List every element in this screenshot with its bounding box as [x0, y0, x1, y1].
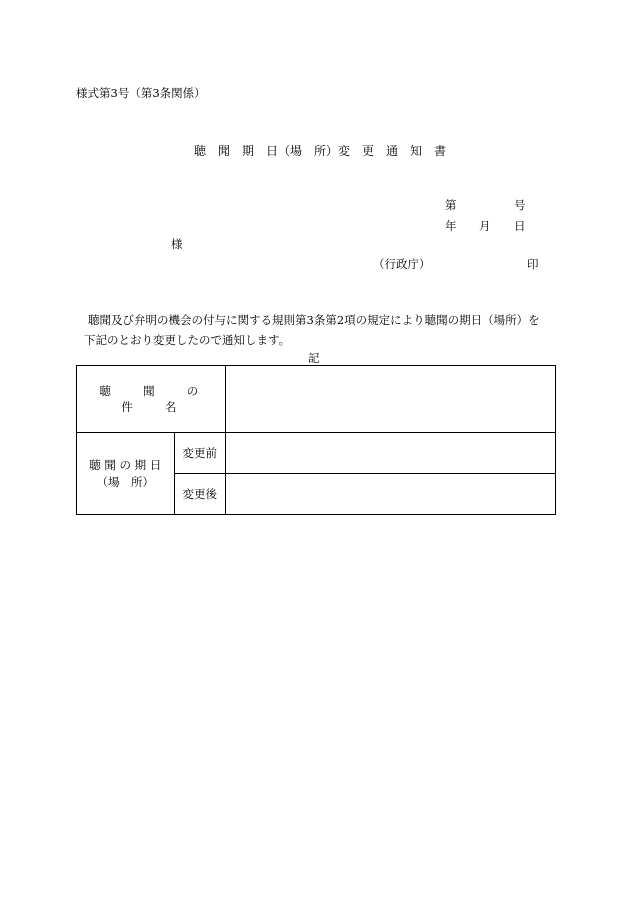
after-change-label: 変更後	[174, 474, 225, 515]
agency-label: （行政庁）	[373, 257, 431, 271]
hearing-date-label	[77, 433, 175, 515]
notice-table	[76, 365, 556, 515]
body-text	[84, 310, 566, 350]
date-day-label: 日	[514, 219, 526, 233]
date-year-label: 年	[445, 219, 457, 233]
case-name-label: 聴 聞 の 件 名	[77, 366, 226, 433]
ki-label: 記	[308, 351, 320, 365]
doc-number-prefix: 第	[445, 198, 457, 212]
seal-label: 印	[527, 257, 539, 271]
before-row	[77, 433, 556, 474]
case-name-value	[226, 366, 556, 433]
body-line-1: 聴聞及び弁明の機会の付与に関する規則第3条第2項の規定により聴聞の期日（場所）を	[88, 313, 540, 327]
hearing-date-label-line-2: （場 所）	[96, 474, 155, 489]
before-change-value	[226, 433, 556, 474]
page-title: 聴 聞 期 日（場 所）変 更 通 知 書	[194, 144, 447, 158]
case-row	[77, 366, 556, 433]
doc-number-suffix: 号	[514, 198, 526, 212]
date-month-label: 月	[479, 219, 491, 233]
addressee-suffix: 様	[171, 237, 183, 251]
body-line-2: 下記のとおり変更したので通知します。	[84, 333, 291, 347]
before-change-label: 変更前	[174, 433, 225, 474]
form-label: 様式第3号（第3条関係）	[76, 86, 206, 100]
hearing-date-label-line-1: 聴 聞 の 期 日	[89, 457, 162, 472]
after-change-value	[226, 474, 556, 515]
